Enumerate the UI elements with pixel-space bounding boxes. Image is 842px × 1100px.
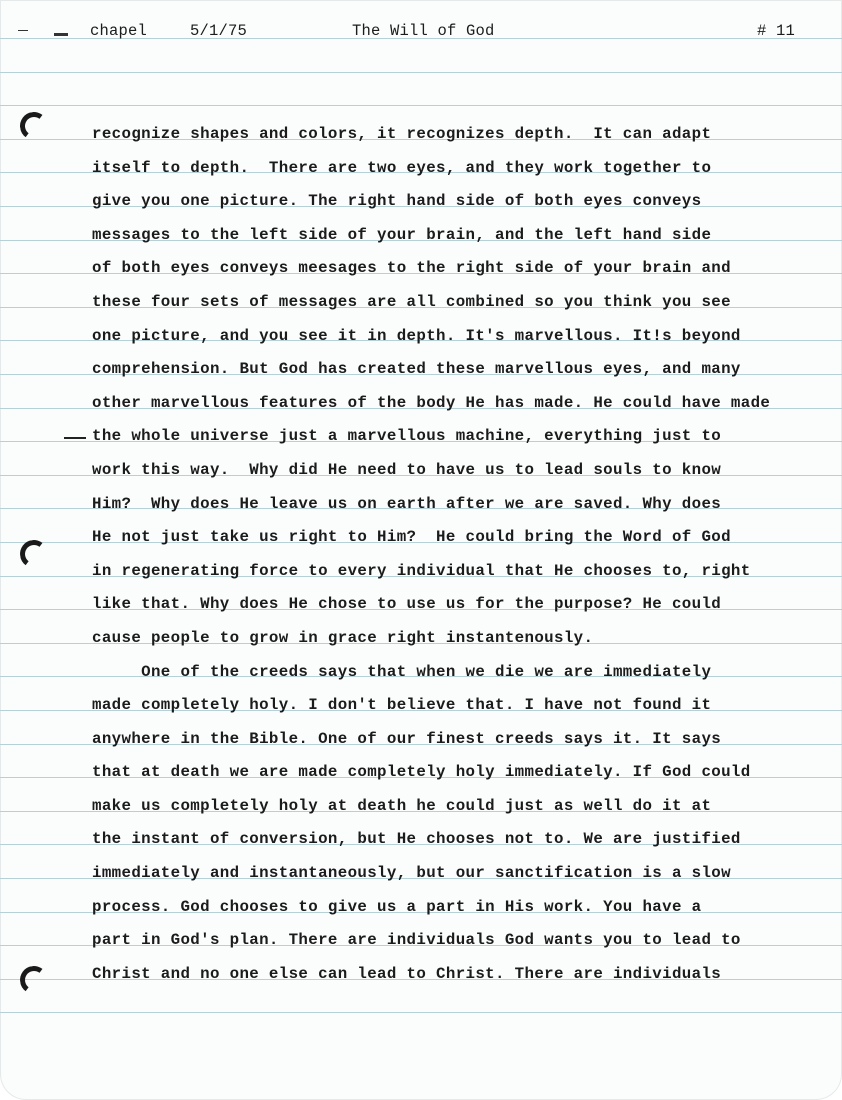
text-line: work this way. Why did He need to have us to lead souls to know (92, 460, 722, 479)
text-line: made completely holy. I don't believe that. I have not found it (92, 696, 712, 715)
text-line: the whole universe just a marvellous machine, everything just to (92, 427, 722, 446)
rule-line (0, 1012, 842, 1013)
text-line: recognize shapes and colors, it recognizes depth. It can adapt (92, 125, 712, 143)
text-line: part in God's plan. There are individuals God wants you to lead to (92, 931, 741, 950)
text-line: give you one picture. The right hand side of both eyes conveys (92, 192, 702, 211)
header-title: The Will of God (352, 22, 495, 40)
header-page-number: # 11 (757, 22, 796, 40)
header-section: chapel (90, 22, 148, 40)
text-line: anywhere in the Bible. One of our finest creeds says it. It says (92, 729, 722, 748)
text-line: messages to the left side of your brain, and the left hand side (92, 225, 712, 244)
text-line: one picture, and you see it in depth. It's marvellous. It!s beyond (92, 326, 741, 345)
text-line: like that. Why does He chose to use us for the purpose? He could (92, 595, 722, 614)
text-line: of both eyes conveys meesages to the right side of your brain and (92, 259, 731, 278)
text-line: process. God chooses to give us a part in His work. You have a (92, 897, 702, 916)
binder-hole-top (18, 110, 50, 142)
text-line: other marvellous features of the body He has made. He could have made (92, 393, 771, 412)
text-line: in regenerating force to every individual that He chooses to, right (92, 561, 751, 580)
body-text (92, 124, 812, 997)
text-line: that at death we are made completely holy immediately. If God could (92, 763, 751, 782)
text-line: cause people to grow in grace right instantenously. (92, 628, 594, 647)
header-dot (54, 33, 68, 36)
text-line: make us completely holy at death he could just as well do it at (92, 796, 712, 815)
text-line: itself to depth. There are two eyes, and they work together to (92, 158, 712, 177)
text-line: the instant of conversion, but He chooses not to. We are justified (92, 830, 741, 849)
header-date: 5/1/75 (190, 22, 248, 40)
text-line: Christ and no one else can lead to Christ. There are individuals (92, 964, 722, 983)
text-line: immediately and instantaneously, but our sanctification is a slow (92, 864, 731, 883)
text-line: comprehension. But God has created these marvellous eyes, and many (92, 360, 741, 379)
rule-line (0, 72, 842, 73)
header-mark (18, 30, 28, 31)
rule-line (0, 105, 842, 106)
text-line: One of the creeds says that when we die we are immediately (92, 662, 712, 681)
text-line: Him? Why does He leave us on earth after we are saved. Why does (92, 494, 722, 513)
text-line: these four sets of messages are all combined so you think you see (92, 292, 731, 311)
binder-hole-bottom (18, 964, 50, 996)
margin-mark (64, 437, 86, 439)
text-line: He not just take us right to Him? He could bring the Word of God (92, 528, 731, 547)
